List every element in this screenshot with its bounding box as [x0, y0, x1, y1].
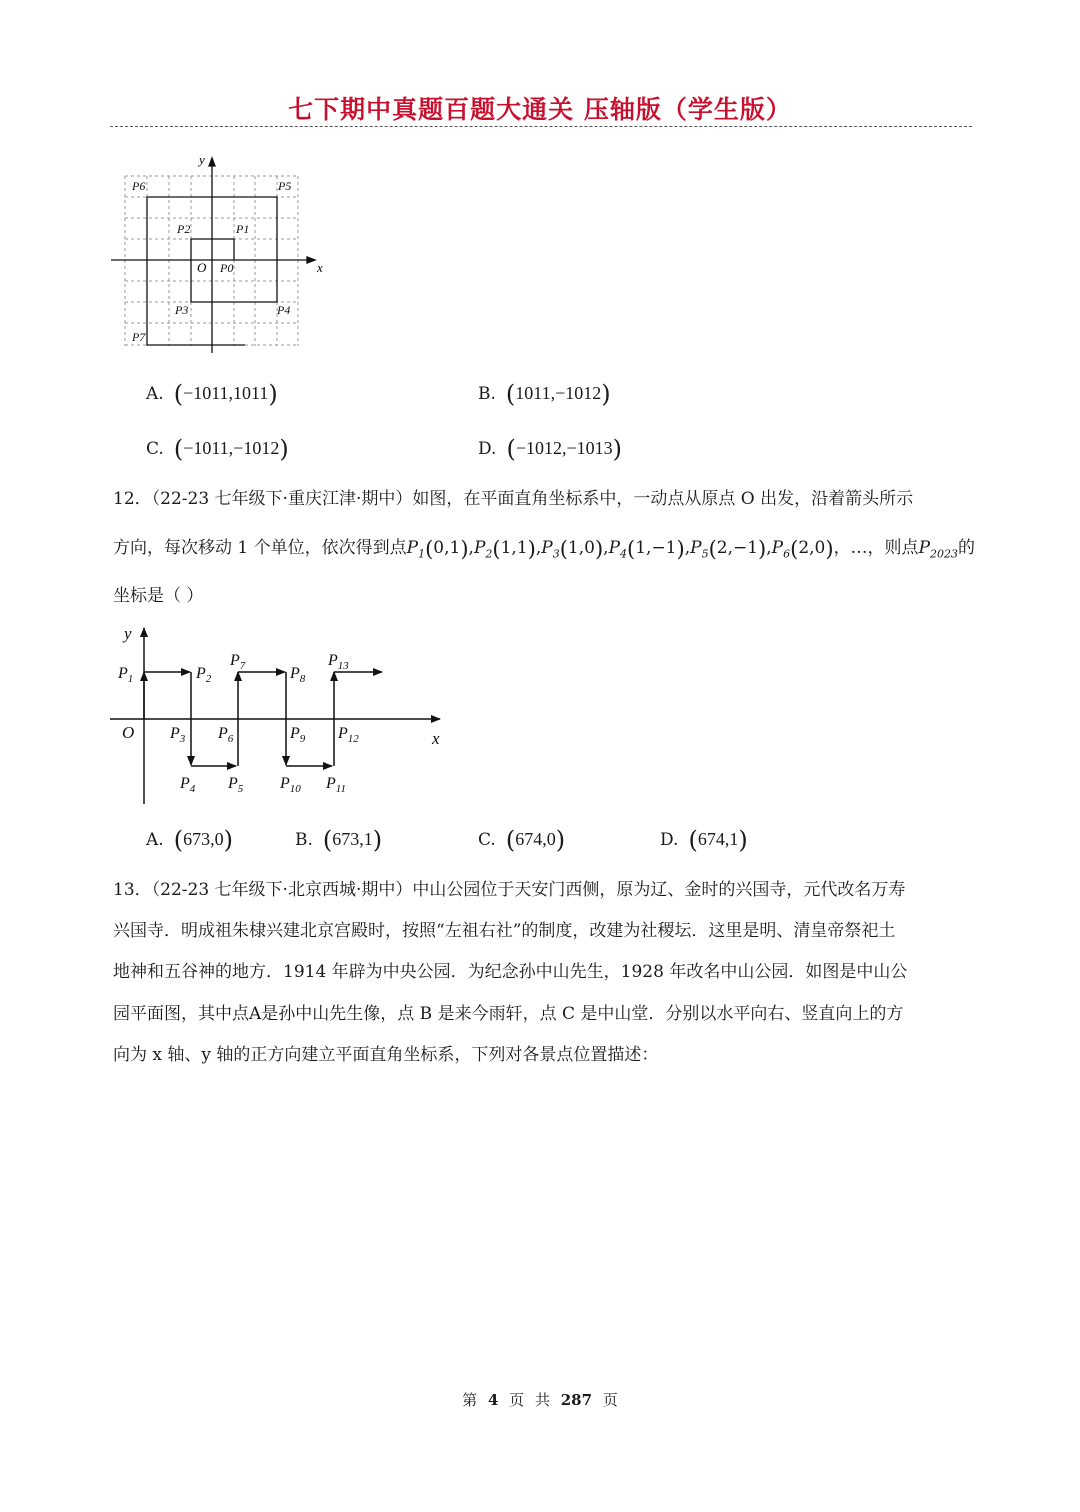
sequence-point: $P_3(1,0)$,	[541, 537, 609, 561]
question-text: 中山公园位于天安门西侧，原为辽、金时的兴国寺，元代改名万寿	[412, 880, 906, 900]
point-label-p2: $P_2$	[196, 665, 212, 685]
option-label: B.	[295, 830, 313, 850]
point-label-p7: P7	[132, 330, 146, 344]
point-label-p0: P0	[220, 261, 234, 275]
option-label: C.	[146, 439, 164, 459]
option-value: 673,1	[332, 829, 373, 849]
origin-label: O	[122, 723, 135, 742]
sequence-point: $P_4(1,-1)$,	[608, 537, 691, 561]
point-label-p6: P6	[132, 179, 146, 193]
x-axis-label: x	[317, 260, 323, 275]
q12-line-3: 坐标是（ ）	[113, 586, 204, 606]
point-label-p1: P1	[236, 222, 250, 236]
header-divider	[110, 126, 972, 127]
q13-line-3: 地神和五谷神的地方．1914 年辟为中央公园．为纪念孙中山先生，1928 年改名中山公园．如图是中山公	[113, 962, 908, 982]
q13-line-4: 园平面图，其中点A是孙中山先生像，点 B 是来今雨轩，点 C 是中山堂．分别以水平向右、竖直向上的方	[113, 1004, 904, 1024]
q13-line-1: 13．（22-23 七年级下·北京西城·期中）中山公园位于天安门西侧，原为辽、金时的兴国寺，元代改名万寿	[113, 880, 906, 900]
question-number: 13	[113, 880, 135, 900]
x-axis-arrow	[307, 257, 315, 263]
option-value: −1011,1011	[183, 383, 269, 403]
q12-option-b[interactable]: B. (673,1)	[295, 826, 383, 854]
q11-option-a[interactable]: A. (−1011,1011)	[146, 380, 278, 408]
point-label-p10: $P_{10}$	[280, 775, 301, 795]
y-axis-arrow	[209, 158, 215, 166]
option-label: D.	[660, 830, 679, 850]
question-text: ，…，则点	[833, 538, 919, 558]
current-page: 4	[487, 1391, 499, 1409]
point-label-p5: P5	[278, 179, 292, 193]
point-label-p2: P2	[177, 222, 191, 236]
option-label: A.	[146, 830, 164, 850]
option-label: C.	[478, 830, 496, 850]
point-label-p4: P4	[277, 303, 291, 317]
page-header-title: 七下期中真题百题大通关 压轴版（学生版）	[288, 95, 792, 124]
option-label: B.	[478, 384, 496, 404]
point-label-p8: $P_8$	[290, 665, 306, 685]
option-value: 674,1	[697, 829, 739, 849]
option-value: 1011,−1012	[515, 383, 602, 403]
point-label-p6: $P_6$	[218, 725, 234, 745]
point-label-p13: $P_{13}$	[328, 652, 349, 672]
y-axis-label: y	[124, 624, 132, 643]
point-label-p11: $P_{11}$	[326, 775, 346, 795]
q12-option-d[interactable]: D. (674,1)	[660, 826, 748, 854]
question-text: 方向，每次移动 1 个单位，依次得到点	[113, 538, 407, 558]
point-label-p12: $P_{12}$	[338, 725, 359, 745]
point-label-p3: $P_3$	[170, 725, 186, 745]
option-value: 673,0	[183, 829, 224, 849]
question-source: （22-23 七年级下·北京西城·期中）	[151, 880, 413, 900]
option-label: D.	[478, 439, 497, 459]
sequence-point: $P_6(2,0)$	[771, 537, 834, 561]
sequence-point: $P_2(1,1)$,	[473, 537, 542, 561]
q12-line-2	[113, 536, 975, 566]
point-label-p4: $P_4$	[180, 775, 196, 795]
option-value: 674,0	[515, 829, 556, 849]
q11-option-d[interactable]: D. (−1012,−1013)	[478, 435, 622, 463]
question-text: 如图，在平面直角坐标系中，一动点从原点 O 出发，沿着箭头所示	[412, 489, 914, 509]
q12-option-c[interactable]: C. (674,0)	[478, 826, 566, 854]
sequence-point: $P_1(0,1)$,	[406, 537, 474, 561]
option-value: −1011,−1012	[183, 438, 280, 458]
option-label: A.	[146, 384, 164, 404]
point-sequence	[406, 537, 834, 561]
point-label-p5: $P_5$	[228, 775, 244, 795]
point-label-p7: $P_7$	[230, 652, 246, 672]
q11-option-b[interactable]: B. (1011,−1012)	[478, 380, 611, 408]
page-footer: 第 4 页 共 287 页	[462, 1391, 618, 1409]
point-label-p9: $P_9$	[290, 725, 306, 745]
point-label-p1: $P_1$	[118, 665, 134, 685]
question-source: （22-23 七年级下·重庆江津·期中）	[151, 489, 413, 509]
sequence-point: $P_5(2,-1)$,	[690, 537, 772, 561]
question-number: 12	[113, 489, 135, 509]
q12-line-1: 12．（22-23 七年级下·重庆江津·期中）如图，在平面直角坐标系中，一动点从原点 O 出发，沿着箭头所示	[113, 489, 914, 509]
q12-option-a[interactable]: A. (673,0)	[146, 826, 233, 854]
q11-option-c[interactable]: C. (−1011,−1012)	[146, 435, 289, 463]
total-pages: 287	[560, 1391, 593, 1409]
point-label-p3: P3	[175, 303, 189, 317]
zigzag-path-figure	[110, 620, 460, 810]
target-point: $P_{2023}$	[918, 538, 959, 561]
y-axis-label: y	[199, 152, 205, 167]
q13-line-2: 兴国寺．明成祖朱棣兴建北京宫殿时，按照“左祖右社”的制度，改建为社稷坛．这里是明、清皇帝祭祀土	[113, 921, 896, 941]
origin-label: O	[197, 260, 207, 275]
spiral-grid-figure	[105, 148, 345, 358]
x-axis-label: x	[432, 729, 440, 748]
option-value: −1012,−1013	[515, 438, 613, 458]
question-text: 的	[958, 538, 976, 558]
q13-line-5: 向为 x 轴、y 轴的正方向建立平面直角坐标系，下列对各景点位置描述：	[113, 1045, 659, 1065]
